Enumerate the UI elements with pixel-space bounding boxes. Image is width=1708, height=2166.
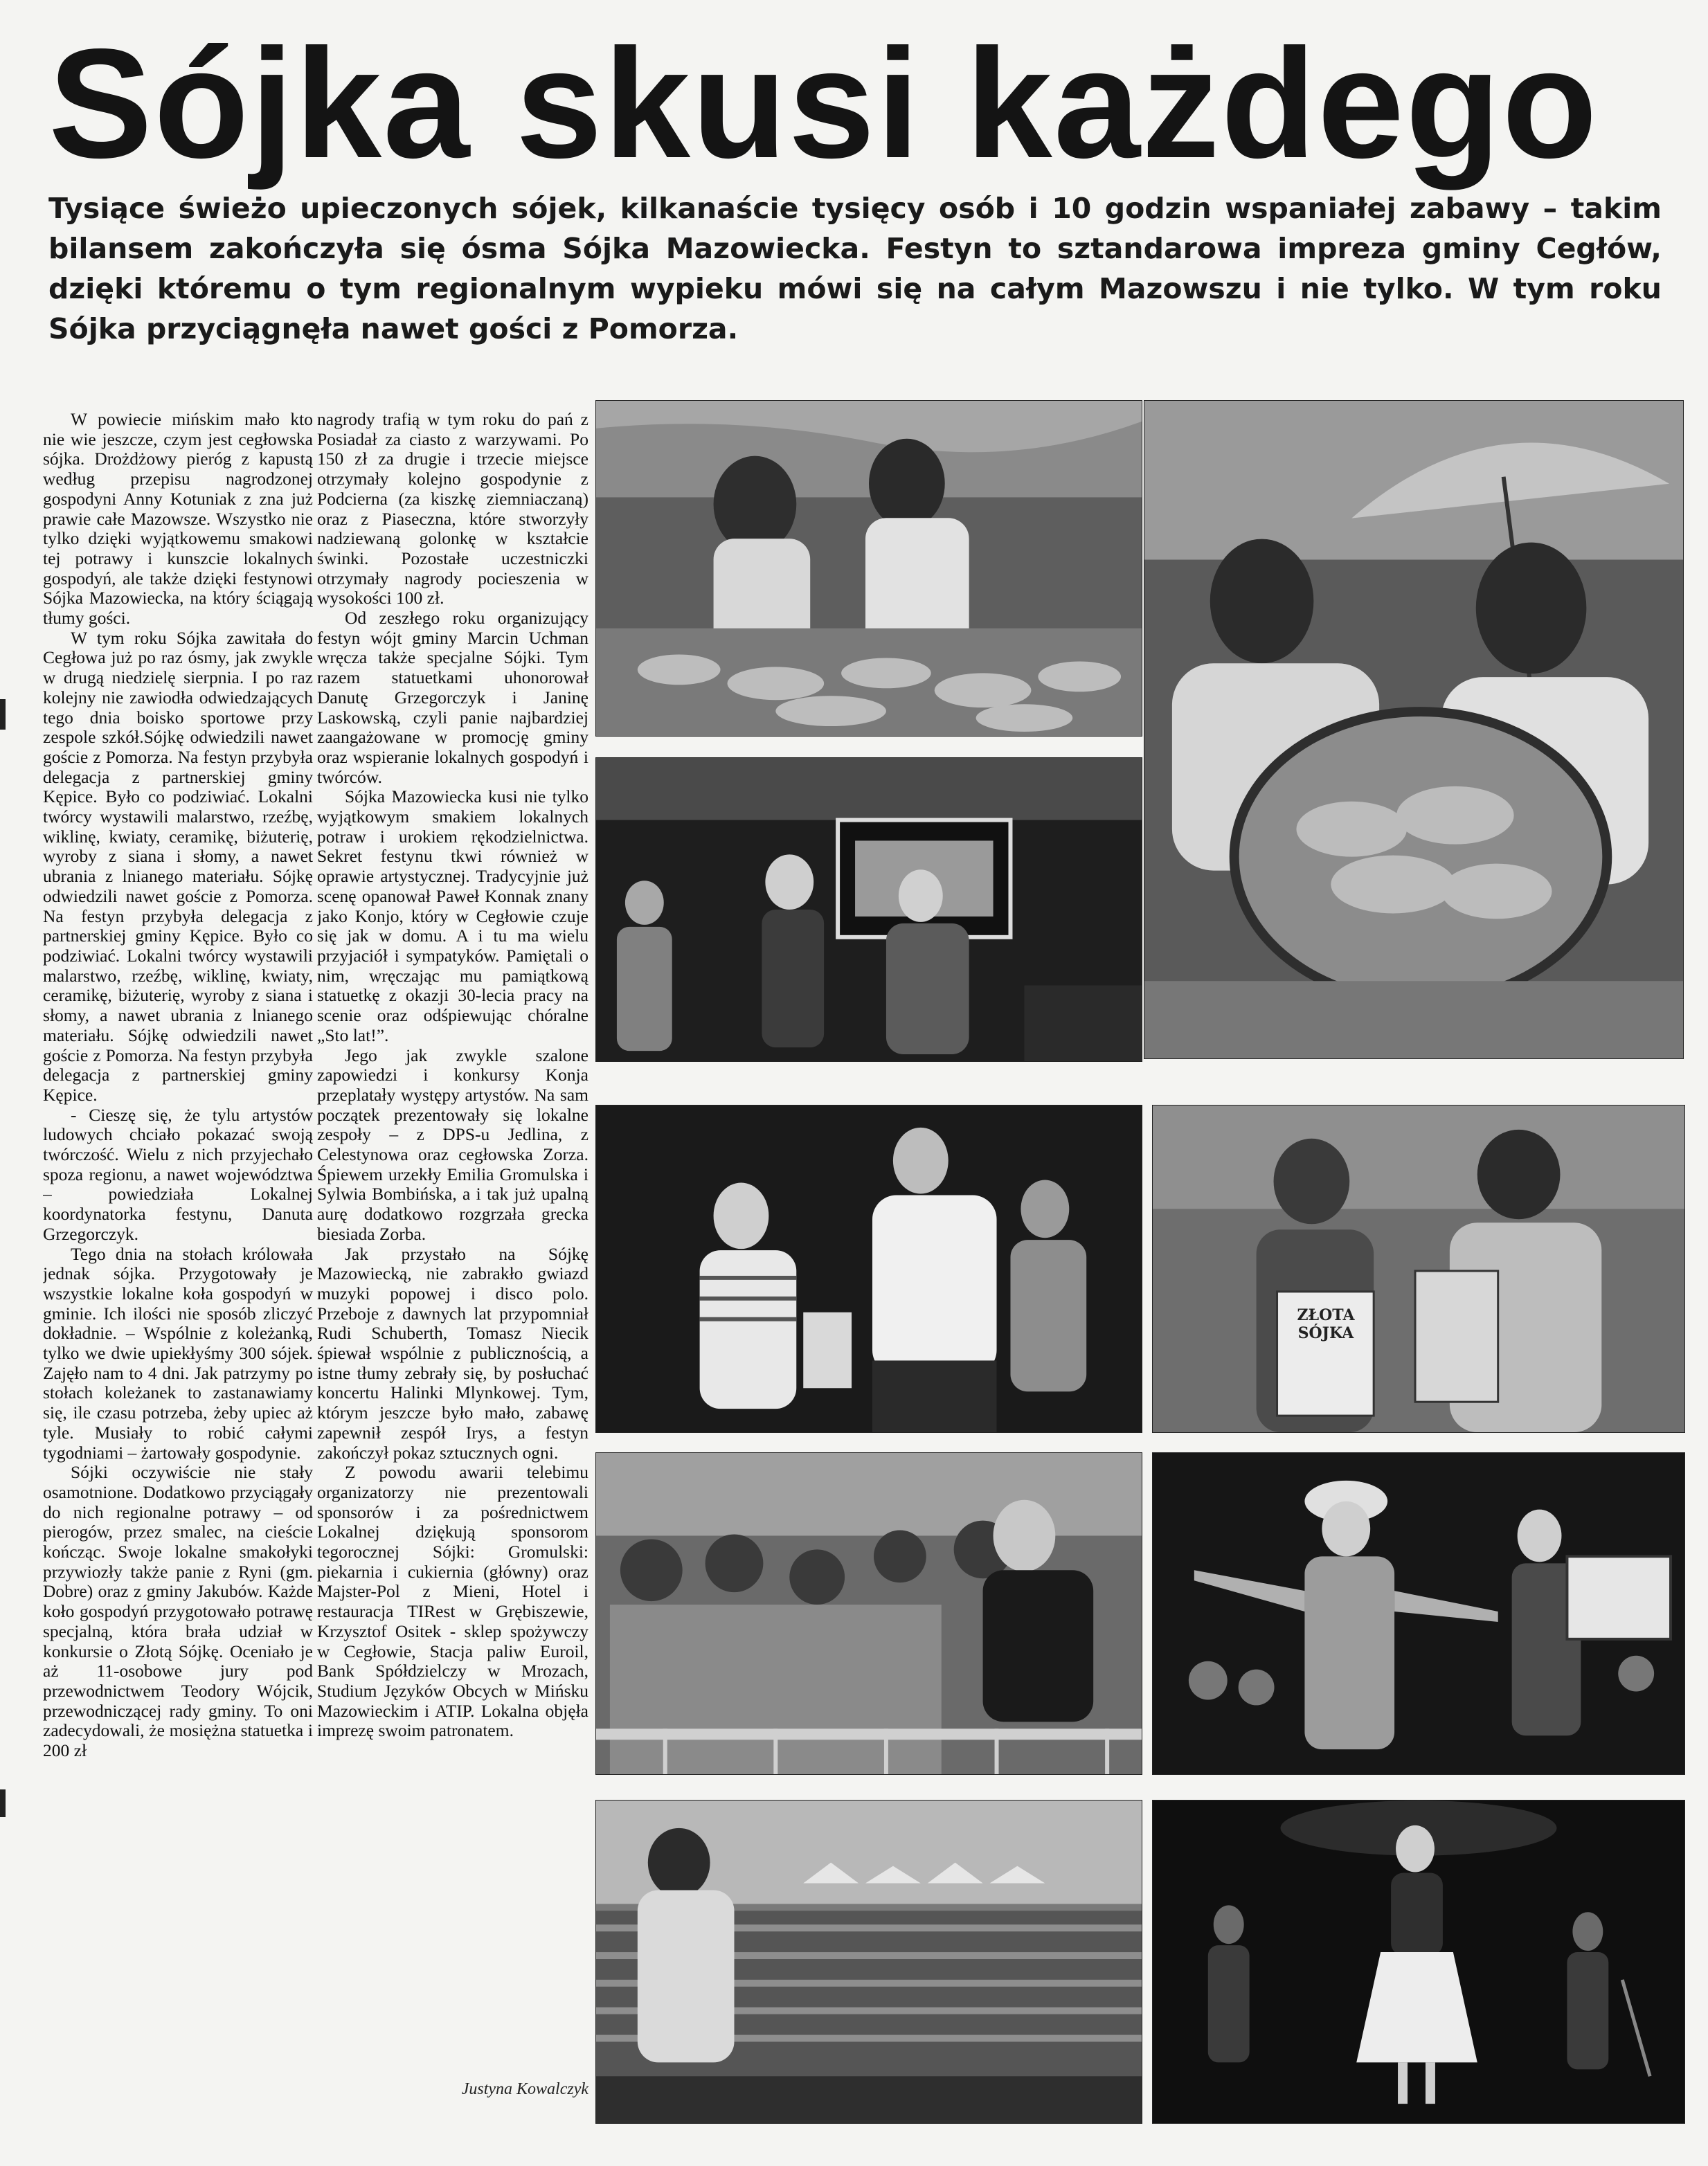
paragraph: - Cieszę się, że tylu artystów ludowych chciało pokazać swoją twórczość. Wielu z nich przyjechało spoza regionu, a nawet województwa – powiedziała Lokalnej koordynatorka festynu, Danuta Grzegorczyk.	[43, 1104, 313, 1244]
photo-basket-women	[1144, 400, 1684, 1059]
paragraph: W tym roku Sójka zawitała do Cegłowa już po raz ósmy, jak zwykle w drugą niedzielę sierpnia. I po raz kolejny nie zawiodła odwiedzających tego dnia boisko sportowe przy zespole szkół.Sójkę odwiedzili nawet goście z Pomorza. Na festyn przybyła delegacja z partnerskiej gminy Kępice. Było co podziwiać. Lokalni twórcy wystawili malarstwo, rzeźbę, wiklinę, kwiaty, ceramikę, biżuterię, wyroby z siana i słomy, a nawet ubrania z lnianego materiału. Sójkę odwiedzili nawet goście z Pomorza. Na festyn przybyła delegacja z partnerskiej gminy Kępice. Było co podziwiać. Lokalni twórcy wystawili malarstwo, rzeźbę, wiklinę, kwiaty, ceramikę, biżuterię, wyroby z siana i słomy, a nawet ubrania z lnianego materiału. Sójkę odwiedzili nawet goście z Pomorza. Na festyn przybyła delegacja z partnerskiej gminy Kępice.	[43, 627, 313, 1105]
paragraph: Jak przystało na Sójkę Mazowiecką, nie zabrakło gwiazd muzyki popowej i disco polo. Przeboje z dawnych lat przypomniał Rudi Schuberth, Tomasz Niecik śpiewał wspólnie z publicznością, a istne tłumy zebrały się, by posłuchać koncertu Halinki Mlynkowej. Tym, którym jeszcze było mało, zabawę zapewnił zespół Irys, a festyn zakończył pokaz sztucznych ogni.	[317, 1243, 588, 1463]
scan-mark	[0, 1789, 6, 1817]
lead-paragraph: Tysiące świeżo upieczonych sójek, kilkanaście tysięcy osób i 10 godzin wspaniałej zabawy – takim bilansem zakończyła się ósma Sójka Mazowiecka. Festyn to sztandarowa impreza gminy Cegłów, dzięki któremu o tym regionalnym wypieku mówi się na całym Mazowszu i nie tylko. W tym roku Sójka przyciągnęła nawet gości z Pomorza.	[48, 192, 1662, 345]
photo-singer-stage	[1152, 1800, 1685, 2124]
photo-award-stage	[595, 757, 1142, 1062]
photo-stage-conferencier	[595, 1105, 1142, 1433]
paragraph: Sójki oczywiście nie stały osamotnione. Dodatkowo przyciągały do nich regionalne potrawy – od pierogów, przez smalec, na cieście kończąc. Swoje lokalne smakołyki przywiozły także panie z Ryni (gm. Dobre) oraz z gminy Jakubów. Każde koło gospodyń przygotowało potrawę specjalną, która brała udział w konkursie o Złotą Sójkę. Oceniało je aż 11-osobowe jury pod przewodnictwem Teodory Wójcik, przewodniczącej rady gminy. To oni zadecydowali, że mosiężna statuetka i 200 zł	[43, 1462, 313, 1761]
photo-costumed-performer	[1152, 1452, 1685, 1775]
text-column-2	[317, 410, 588, 2085]
paragraph: nagrody trafią w tym roku do pań z Posiadał za ciasto z warzywami. Po 150 zł za drugie i trzecie miejsce otrzymały kolejno gospodynie z Podcierna (za kiszkę ziemniaczaną) oraz z Piaseczna, które stworzyły nadziewaną golonkę w kształcie świnki. Pozostałe uczestniczki otrzymały nagrody pocieszenia w wysokości 100 zł.	[317, 410, 588, 608]
photo-concert-crowd	[595, 1800, 1142, 2124]
scan-mark	[0, 699, 6, 730]
paragraph: W powiecie mińskim mało kto nie wie jeszcze, czym jest cegłowska sójka. Drożdżowy pieróg z kapustą według przepisu nagrodzonej gospodyni Anny Kotuniak z zna już prawie całe Mazowsze. Wszystko nie tylko dzięki wyjątkowemu smakowi tej potrawy i kunszcie lokalnych gospodyń, ale także dzięki festynowi Sójka Mazowiecka, na który ściągają tłumy gości.	[43, 410, 313, 629]
paragraph: Od zeszłego roku organizujący festyn wójt gminy Marcin Uchman wręcza także specjalne Sójki. Tym razem statuetkami uhonorował Danutę Grzegorczyk i Janinę Laskowską, czyli panie najbardziej zaangażowane w promocję gminy oraz wspieranie lokalnych gospodyń i twórców.	[317, 608, 588, 787]
photo-zlota-sojka-winners	[1152, 1105, 1685, 1433]
photo-crowd-performer	[595, 1452, 1142, 1775]
certificate-title-line2: SÓJKA	[1297, 1324, 1354, 1342]
text-column-1	[43, 410, 313, 2127]
paragraph: Jego jak zwykle szalone zapowiedzi i konkursy Konja przeplatały występy artystów. Na sam początek prezentowały się lokalne zespoły – z DPS-u Jedlina, z Celestynowa oraz cegłowska Zorza. Śpiewem urzekły Emilia Gromulska i Sylwia Bombińska, a i tak już upalną aurę dodatkowo rozgrzała grecka biesiada Zorba.	[317, 1045, 588, 1244]
author-signature: Justyna Kowalczyk	[461, 2080, 588, 2098]
photo-stall-women	[595, 400, 1142, 737]
headline: Sójka skusi każdego	[48, 16, 1599, 190]
certificate-title-line1: ZŁOTA	[1297, 1306, 1355, 1324]
paragraph: Tego dnia na stołach królowała jednak sójka. Przygotowały je wszystkie lokalne koła gospodyń w gminie. Ich ilości nie sposób zliczyć dokładnie. – Wspólnie z koleżanką, tylko we dwie upiekłyśmy 300 sójek. Zajęło nam to 4 dni. Jak patrzymy po stołach koleżanek to zastanawiamy się, ile czasu potrzeba, żeby upiec aż tyle. Musiały to robić całymi tygodniami – żartowały gospodynie.	[43, 1243, 313, 1463]
paragraph: Z powodu awarii telebimu organizatorzy nie prezentowali sponsorów i za pośrednictwem Lokalnej dziękują sponsorom tegorocznej Sójki: Gromulski: piekarnia i cukiernia (główny) oraz Majster-Pol z Mieni, Hotel i restauracja TIRest w Grębiszewie, Krzysztof Ositek - sklep spożywczy w Cegłowie, Stacja paliw Euroil, Bank Spółdzielczy w Mrozach, Studium Języków Obcych w Mińsku Mazowieckim i ATIP. Lokalna objęła imprezę swoim patronatem.	[317, 1462, 588, 1741]
paragraph: Sójka Mazowiecka kusi nie tylko wyjątkowym smakiem lokalnych potraw i urokiem rękodzielnictwa. Sekret festynu tkwi również w oprawie artystycznej. Tradycyjnie już scenę opanował Paweł Konnak znany jako Konjo, który w Cegłowie czuje się jak w domu. A i tu ma wielu przyjaciół i sympatyków. Pamiętali o nim, wręczając mu pamiątkową statuetkę z okazji 30-lecia pracy na scenie oraz odśpiewując chóralne „Sto lat!”.	[317, 786, 588, 1045]
